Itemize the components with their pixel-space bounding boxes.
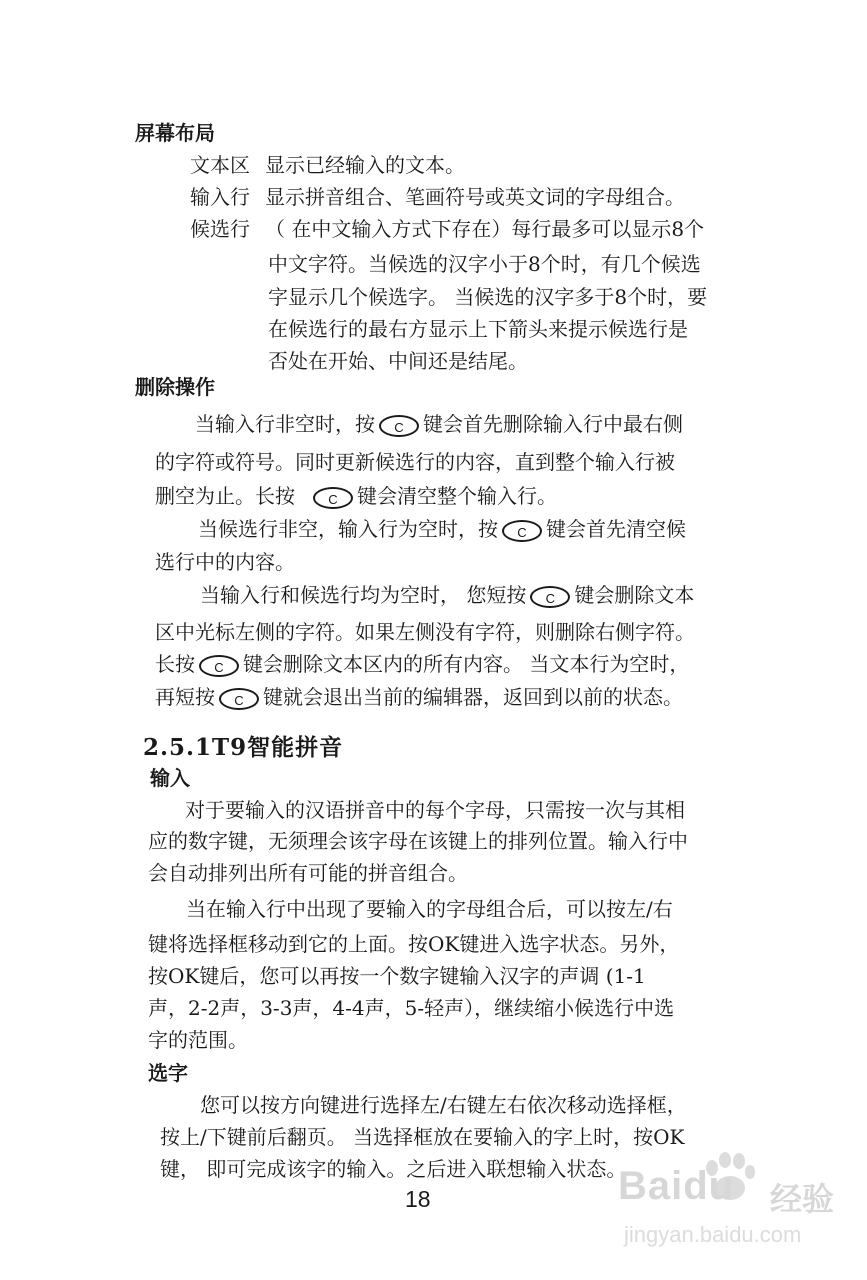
delete-line: 选行中的内容。 [155,550,295,574]
delete-line: 区中光标左侧的字符。如果左侧没有字符，则删除右侧字符。 [155,620,695,644]
candidate-desc-line: （ 在中文输入方式下存在）每行最多可以显示8个 [265,217,705,241]
delete-line: 当输入行非空时，按 C 键会首先删除输入行中最右侧 [195,412,683,436]
page-number: 18 [405,1186,431,1212]
candidate-desc-line: 否处在开始、中间还是结尾。 [268,349,528,373]
c-key-icon: C [379,415,419,437]
candidate-desc-line: 字显示几个候选字。 当候选的汉字多于8个时，要 [268,285,708,309]
c-key-icon: C [219,688,259,710]
input-line-desc: 显示拼音组合、笔画符号或英文词的字母组合。 [265,185,685,209]
input-line: 键将选择框移动到它的上面。按OK键进入选字状态。另外， [148,932,680,956]
input-line: 会自动排列出所有可能的拼音组合。 [148,861,468,885]
select-line: 您可以按方向键进行选择左/右键左右依次移动选择框， [200,1093,687,1117]
delete-line: 再短按 C 键就会退出当前的编辑器，返回到以前的状态。 [155,685,683,709]
input-line: 按OK键后，您可以再按一个数字键输入汉字的声调 (1-1 [148,964,646,988]
select-heading: 选字 [148,1061,188,1085]
delete-line: 当输入行和候选行均为空时， 您短按 C 键会删除文本 [200,583,695,607]
layout-heading: 屏幕布局 [135,121,215,145]
delete-line: 的字符或符号。同时更新候选行的内容，直到整个输入行被 [155,450,675,474]
input-line: 字的范围。 [148,1028,248,1052]
watermark-url: jingyan.baidu.com [624,1222,802,1247]
candidate-desc-line: 中文字符。当候选的汉字小于8个时，有几个候选 [268,252,701,276]
delete-heading: 删除操作 [135,375,215,399]
watermark-logo: Baidu [618,1164,735,1208]
delete-line: 长按 C 键会删除文本区内的所有内容。 当文本行为空时， [155,652,690,676]
delete-line: 当候选行非空，输入行为空时，按 C 键会首先清空候 [198,517,686,541]
candidate-label: 候选行 [190,217,250,241]
text-area-label: 文本区 [190,153,250,177]
candidate-desc-line: 在候选行的最右方显示上下箭头来提示候选行是 [268,317,688,341]
section-title: 2.5.1T9智能拼音 [143,734,344,761]
c-key-icon: C [199,655,239,677]
text-area-desc: 显示已经输入的文本。 [265,153,465,177]
select-line: 键， 即可完成该字的输入。之后进入联想输入状态。 [160,1157,627,1181]
select-line: 按上/下键前后翻页。 当选择框放在要输入的字上时，按OK [160,1125,685,1149]
input-line-label: 输入行 [190,185,250,209]
input-line: 对于要输入的汉语拼音中的每个字母，只需按一次与其相 [185,798,685,822]
input-heading: 输入 [150,766,190,790]
delete-line: 删空为止。长按 C 键会清空整个输入行。 [155,484,557,508]
c-key-icon: C [530,586,570,608]
input-line: 应的数字键，无须理会该字母在该键上的排列位置。输入行中 [148,829,688,853]
baidu-watermark [610,1150,860,1270]
c-key-icon: C [502,520,542,542]
input-line: 声，2-2声，3-3声，4-4声，5-轻声），继续缩小候选行中选 [148,996,675,1020]
watermark-cn: 经验 [770,1180,835,1218]
c-key-icon: C [313,487,353,509]
input-line: 当在输入行中出现了要输入的字母组合后，可以按左/右 [186,897,673,921]
